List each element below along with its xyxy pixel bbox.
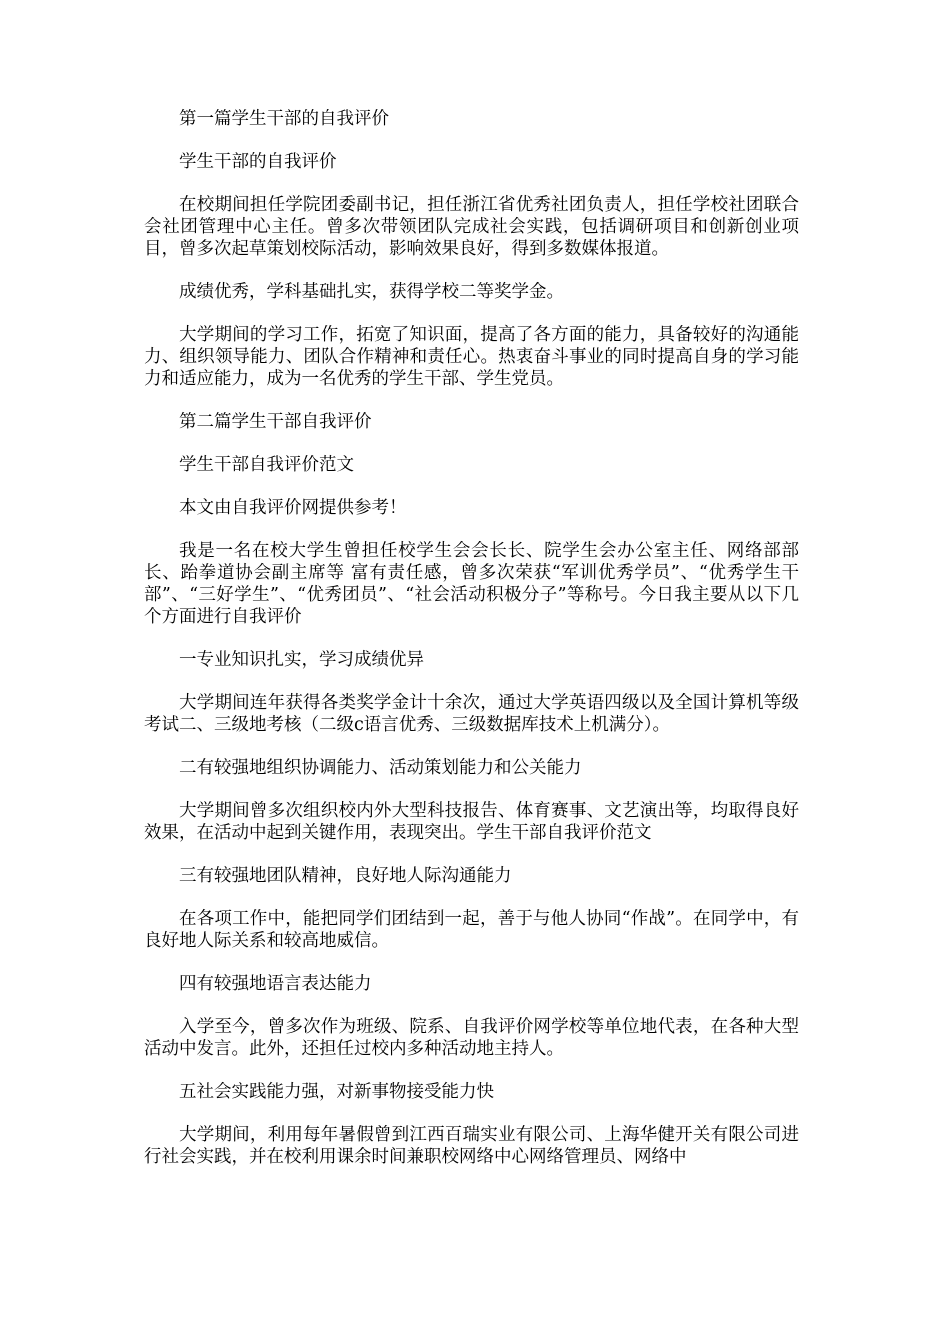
- paragraph: 大学期间曾多次组织校内外大型科技报告、体育赛事、文艺演出等，均取得良好效果，在活动中起到关键作用，表现突出。学生干部自我评价范文: [144, 801, 799, 843]
- section-heading-3: 三有较强地团队精神，良好地人际沟通能力: [179, 866, 512, 886]
- paragraph: 大学期间连年获得各类奖学金计十余次，通过大学英语四级以及全国计算机等级考试二、三级地考核（二级c语言优秀、三级数据库技术上机满分）。: [144, 693, 799, 735]
- paragraph: 我是一名在校大学生曾担任校学生会会长长、院学生会办公室主任、网络部部长、跆拳道协会副主席等 富有责任感，曾多次荣获“军训优秀学员”、“优秀学生干部”、“三好学生”、“优秀团员”、“社会活动积极分子”等称号。今日我主要从以下几个方面进行自我评价: [144, 541, 799, 627]
- paragraph: 成绩优秀，学科基础扎实，获得学校二等奖学金。: [179, 282, 564, 302]
- subheading-part-one: 学生干部的自我评价: [179, 152, 337, 172]
- heading-part-two: 第二篇学生干部自我评价: [179, 412, 372, 432]
- section-heading-1: 一专业知识扎实，学习成绩优异: [179, 650, 424, 670]
- paragraph: 在各项工作中，能把同学们团结到一起，善于与他人协同“作战”。在同学中，有良好地人际关系和较高地威信。: [144, 909, 799, 951]
- section-heading-4: 四有较强地语言表达能力: [179, 974, 372, 994]
- section-heading-2: 二有较强地组织协调能力、活动策划能力和公关能力: [179, 758, 582, 778]
- paragraph: 入学至今，曾多次作为班级、院系、自我评价网学校等单位地代表，在各种大型活动中发言。此外，还担任过校内多种活动地主持人。: [144, 1017, 799, 1059]
- heading-part-one: 第一篇学生干部的自我评价: [179, 109, 389, 129]
- paragraph: 大学期间的学习工作，拓宽了知识面，提高了各方面的能力，具备较好的沟通能力、组织领导能力、团队合作精神和责任心。热衷奋斗事业的同时提高自身的学习能力和适应能力，成为一名优秀的学生干部、学生党员。: [144, 325, 799, 389]
- section-heading-5: 五社会实践能力强，对新事物接受能力快: [179, 1082, 494, 1102]
- subheading-part-two: 学生干部自我评价范文: [179, 455, 354, 475]
- paragraph: 在校期间担任学院团委副书记，担任浙江省优秀社团负责人，担任学校社团联合会社团管理中心主任。曾多次带领团队完成社会实践，包括调研项目和创新创业项目，曾多次起草策划校际活动，影响效果良好，得到多数媒体报道。: [144, 195, 799, 259]
- paragraph: 大学期间，利用每年暑假曾到江西百瑞实业有限公司、上海华健开关有限公司进行社会实践，并在校利用课余时间兼职校网络中心网络管理员、网络中: [144, 1125, 799, 1167]
- document-body: [144, 108, 799, 1189]
- source-note: 本文由自我评价网提供参考！: [179, 498, 407, 518]
